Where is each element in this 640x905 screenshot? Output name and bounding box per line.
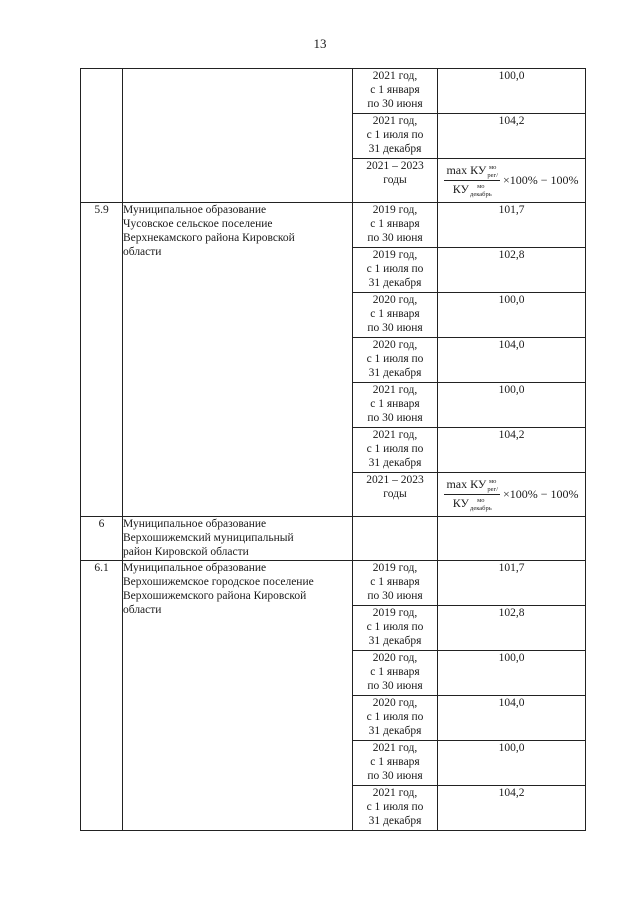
period-line: с 1 июля по [366,711,424,723]
period-cell [353,561,438,606]
formula-max: max [446,477,468,491]
period-line: 31 декабря [368,635,422,647]
table-row [81,561,586,606]
value-cell: 104,2 [438,428,586,473]
period-cell [353,606,438,651]
period-line: с 1 июля по [366,801,424,813]
name-line: Муниципальное образование [123,562,267,574]
name-line: Верхнекамского района Кировской [123,232,295,244]
name-line: Муниципальное образование [123,518,267,530]
formula-fraction [444,163,500,198]
value-cell: 102,8 [438,248,586,293]
name-line: район Кировской области [123,546,249,558]
formula-tail: ×100% − 100% [503,487,579,502]
formula-indices [470,497,492,512]
municipality-name [123,561,353,831]
value-cell: 100,0 [438,651,586,696]
name-line: Чусовское сельское поселение [123,218,273,230]
period-line: 2020 год, [372,652,418,664]
period-cell [353,741,438,786]
period-line: 31 декабря [368,815,422,827]
period-line: 2021 – 2023 [366,160,424,172]
period-line: 2021 год, [372,70,418,82]
formula-indices [470,183,492,198]
formula-sub: декабрь [470,190,492,198]
growth-formula [438,473,585,512]
formula-denominator [451,495,494,512]
period-line: с 1 января [370,308,420,320]
period-line: 2020 год, [372,339,418,351]
formula-sup: мо [489,477,497,485]
formula-sub: рег/ [487,485,498,493]
period-line: по 30 июня [367,232,423,244]
formula-fraction [444,477,500,512]
value-cell: 101,7 [438,561,586,606]
period-line: 31 декабря [368,277,422,289]
municipality-name [123,203,353,517]
period-cell [353,248,438,293]
tariff-table [80,68,586,831]
formula-sup: мо [489,163,497,171]
formula-sub: рег/ [487,171,498,179]
period-cell [353,473,438,517]
period-line: с 1 июля по [366,621,424,633]
period-line: 2019 год, [372,249,418,261]
name-line: области [123,604,162,616]
period-line: с 1 января [370,84,420,96]
period-line: 2019 год, [372,607,418,619]
period-line: по 30 июня [367,770,423,782]
row-number: 5.9 [81,203,123,517]
value-cell: 100,0 [438,293,586,338]
period-line: годы [383,488,407,500]
period-line: 2021 год, [372,742,418,754]
period-cell [353,69,438,114]
growth-formula [438,159,585,198]
formula-tail: ×100% − 100% [503,173,579,188]
period-line: 2020 год, [372,697,418,709]
row-number: 6 [81,517,123,561]
period-line: по 30 июня [367,98,423,110]
period-line: 31 декабря [368,457,422,469]
period-line: по 30 июня [367,412,423,424]
period-line: 2021 – 2023 [366,474,424,486]
name-line: Муниципальное образование [123,204,267,216]
period-line: с 1 января [370,756,420,768]
formula-ku: КУ [452,181,470,196]
period-cell [353,786,438,831]
period-cell [353,651,438,696]
value-cell [438,473,586,517]
period-cell [353,203,438,248]
period-line: 2021 год, [372,115,418,127]
period-line: годы [383,174,407,186]
value-cell: 104,2 [438,114,586,159]
period-cell [353,517,438,561]
period-line: с 1 июля по [366,353,424,365]
period-line: с 1 июля по [366,129,424,141]
period-line: 2020 год, [372,294,418,306]
formula-sub: декабрь [470,504,492,512]
table-row [81,203,586,248]
formula-ku: КУ [452,495,470,510]
formula-ku: КУ [470,163,487,177]
period-cell [353,696,438,741]
formula-indices [487,478,498,493]
formula-ku: КУ [470,477,487,491]
value-cell: 104,0 [438,696,586,741]
value-cell: 100,0 [438,383,586,428]
period-line: 2021 год, [372,787,418,799]
period-line: 2019 год, [372,204,418,216]
value-cell: 101,7 [438,203,586,248]
period-line: с 1 января [370,218,420,230]
period-line: с 1 июля по [366,443,424,455]
value-cell: 100,0 [438,69,586,114]
table-row [81,69,586,114]
period-line: 31 декабря [368,725,422,737]
period-cell [353,338,438,383]
value-cell: 104,2 [438,786,586,831]
period-line: по 30 июня [367,322,423,334]
period-line: с 1 января [370,576,420,588]
name-line: Верхошижемское городское поселение [123,576,314,588]
formula-max: max [446,163,468,177]
formula-sup: мо [477,496,485,504]
value-cell [438,159,586,203]
formula-numerator [444,477,500,495]
period-line: с 1 июля по [366,263,424,275]
page-number: 13 [313,36,327,51]
row-number: 6.1 [81,561,123,831]
formula-sup: мо [477,182,485,190]
period-line: 2021 год, [372,429,418,441]
value-cell: 100,0 [438,741,586,786]
name-line: области [123,246,162,258]
municipality-name [123,69,353,203]
row-number [81,69,123,203]
formula-denominator [451,181,494,198]
name-line: Верхошижемский муниципальный [123,532,294,544]
period-line: 2021 год, [372,384,418,396]
table-row [81,517,586,561]
period-line: 31 декабря [368,367,422,379]
value-cell: 104,0 [438,338,586,383]
period-cell [353,293,438,338]
period-line: с 1 января [370,398,420,410]
period-line: 2019 год, [372,562,418,574]
period-cell [353,114,438,159]
period-cell [353,383,438,428]
name-line: Верхошижемского района Кировской [123,590,307,602]
formula-indices [487,164,498,179]
value-cell [438,517,586,561]
period-line: по 30 июня [367,680,423,692]
value-cell: 102,8 [438,606,586,651]
municipality-name [123,517,353,561]
period-cell [353,428,438,473]
period-line: с 1 января [370,666,420,678]
period-cell [353,159,438,203]
period-line: 31 декабря [368,143,422,155]
formula-numerator [444,163,500,181]
period-line: по 30 июня [367,590,423,602]
